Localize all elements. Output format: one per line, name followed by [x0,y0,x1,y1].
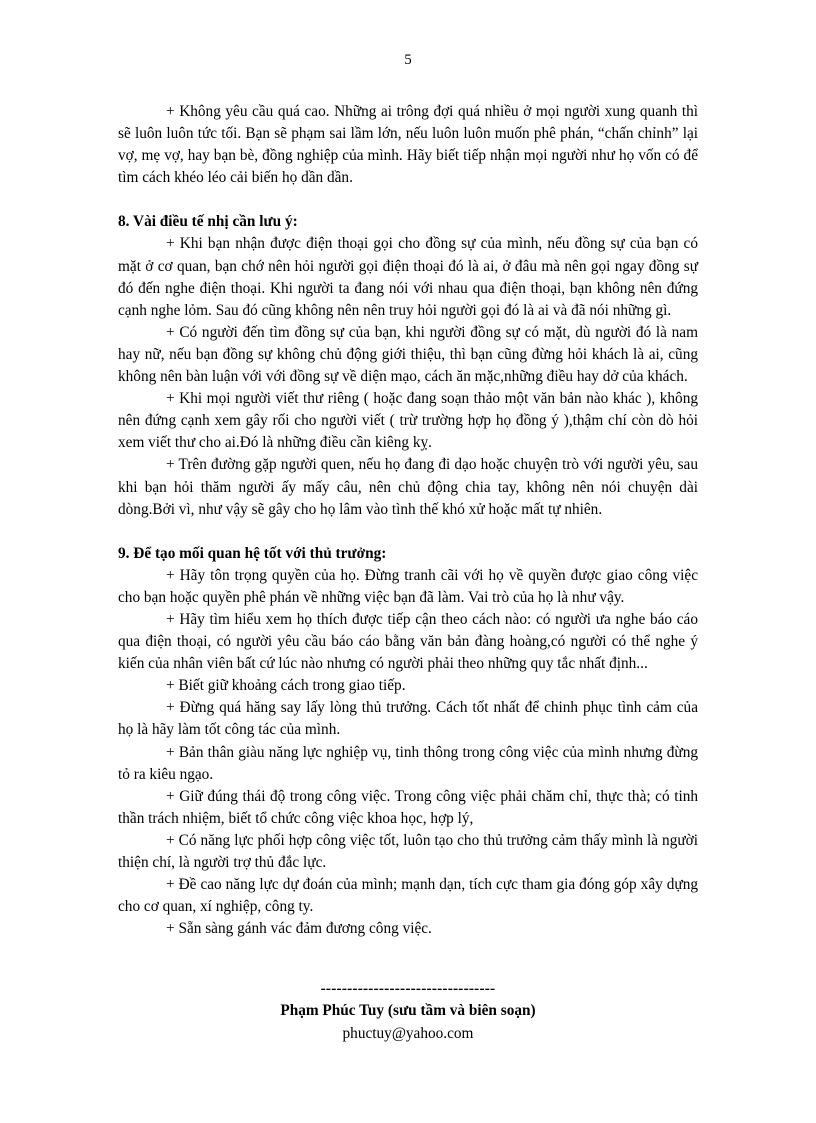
author-email: phuctuy@yahoo.com [342,1024,474,1042]
section-8-paragraph: + Trên đường gặp người quen, nếu họ đang đi dạo hoặc chuyện trò với người yêu, sau khi bạn hỏi thăm người ấy mấy câu, nên chủ động chia tay, không nên nói chuyện dài dòng.Bởi vì, như vậy sẽ gây cho họ lâm vào tình thế khó xử hoặc mất tự nhiên. [118,456,698,518]
section-9-paragraph: + Hãy tìm hiểu xem họ thích được tiếp cận theo cách nào: có người ưa nghe báo cáo qua điện thoại, có người yêu cầu báo cáo bằng văn bản đàng hoàng,có người có thể nghe ý kiến của nhân viên bất cứ lúc nào nhưng có người phải theo những quy tắc nhất định... [118,610,698,673]
section-9-paragraph: + Đề cao năng lực dự đoán của mình; mạnh dạn, tích cực tham gia đóng góp xây dựng cho cơ quan, xí nghiệp, công ty. [118,876,698,916]
signature-separator: --------------------------------- [320,980,496,998]
document-body [118,101,698,1045]
section-8-paragraph: + Khi mọi người viết thư riêng ( hoặc đang soạn thảo một văn bản nào khác ), không nên đứng cạnh xem gây rối cho người viết ( trừ trường hợp họ đồng ý ),thậm chí còn dò hỏi xem viết thư cho ai.Đó là những điều cần kiêng kỵ. [118,390,698,452]
section-9-paragraph: + Giữ đúng thái độ trong công việc. Trong công việc phải chăm chỉ, thực thà; có tinh thần trách nhiệm, biết tổ chức công việc khoa học, hợp lý, [118,787,698,827]
page-number: 5 [404,52,412,68]
section-9-heading: 9. Để tạo mối quan hệ tốt với thủ trưởng: [118,544,387,562]
section-9-paragraph: + Đừng quá hăng say lấy lòng thủ trưởng. Cách tốt nhất để chinh phục tình cảm của họ là hãy làm tốt công tác của mình. [118,699,698,739]
section-8-paragraph: + Khi bạn nhận được điện thoại gọi cho đồng sự của mình, nếu đồng sự của bạn có mặt ở cơ quan, bạn chớ nên hỏi người gọi điện thoại đó là ai, ở đâu mà nên gọi ngay đồng sự đó đến nghe điện thoại. Khi người ta đang nói với nhau qua điện thoại, bạn không nên đứng cạnh nghe lỏm. Sau đó cũng không nên nên truy hỏi người gọi đó là ai và đã nói những gì. [118,235,698,319]
author-line: Phạm Phúc Tuy (sưu tầm và biên soạn) [280,1002,536,1020]
section-9-paragraph: + Hãy tôn trọng quyền của họ. Đừng tranh cãi với họ về quyền được giao công việc cho bạn hoặc quyền phê phán về những việc bạn đã làm. Vai trò của họ là như vậy. [118,566,698,606]
section-8-paragraph: + Có người đến tìm đồng sự của bạn, khi người đồng sự có mặt, dù người đó là nam hay nữ, nếu bạn đồng sự không chủ động giới thiệu, thì bạn cũng đừng hỏi khách là ai, cũng không nên bàn luận với với đồng sự về diện mạo, cách ăn mặc,những điều hay dở của khách. [118,323,698,386]
section-9-paragraph: + Có năng lực phối hợp công việc tốt, luôn tạo cho thủ trưởng cảm thấy mình là người thiện chí, là người trợ thủ đắc lực. [118,831,698,871]
section-9-paragraph: + Sẵn sàng gánh vác đảm đương công việc. [166,920,432,938]
section-8-heading: 8. Vài điều tế nhị cần lưu ý: [118,213,298,231]
section-9-paragraph: + Biết giữ khoảng cách trong giao tiếp. [166,677,406,695]
intro-paragraph: + Không yêu cầu quá cao. Những ai trông đợi quá nhiều ở mọi người xung quanh thì sẽ luôn luôn tức tối. Bạn sẽ phạm sai lầm lớn, nếu luôn luôn muốn phê phán, “chấn chỉnh” lại vợ, mẹ vợ, hay bạn bè, đồng nghiệp của mình. Hãy biết tiếp nhận mọi người như họ vốn có để tìm cách khéo léo cải biến họ dần dần. [118,103,698,187]
section-9-paragraph: + Bản thân giàu năng lực nghiệp vụ, tinh thông trong công việc của mình nhưng đừng tỏ ra kiêu ngạo. [118,743,698,783]
